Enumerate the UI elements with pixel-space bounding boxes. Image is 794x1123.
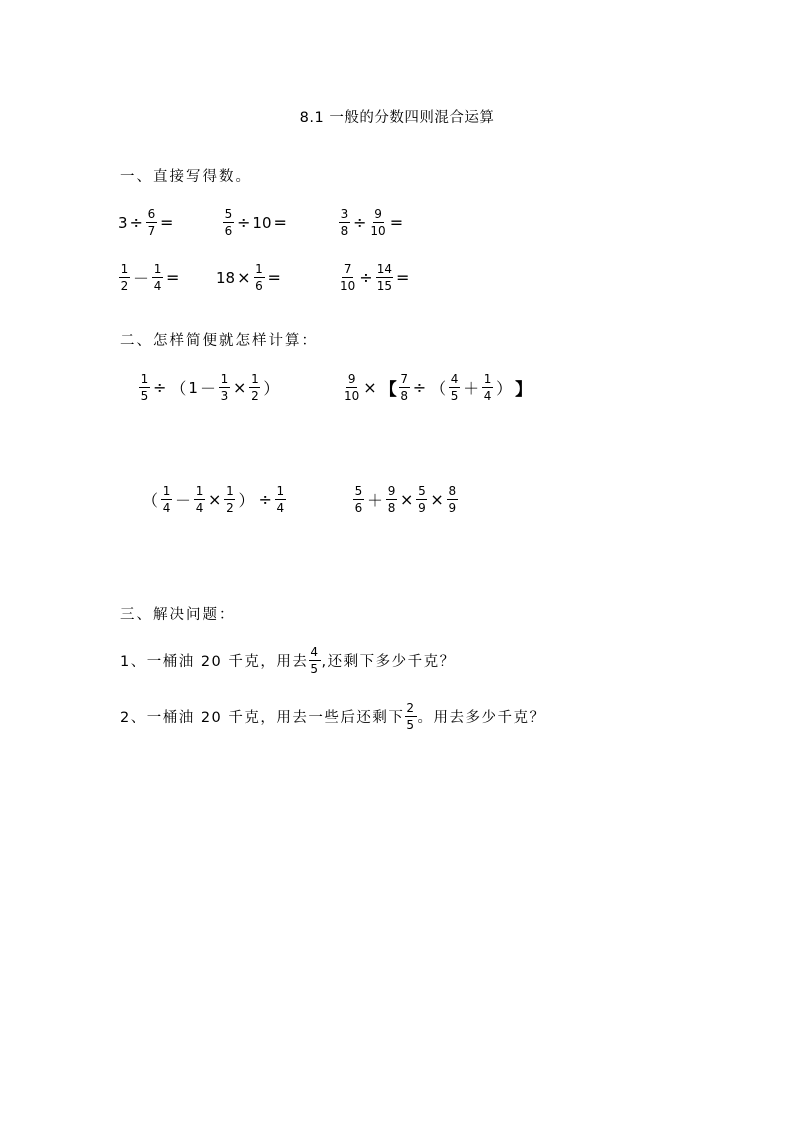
divide-sign: ÷ [359, 268, 373, 287]
fraction: $\frac{7}{8}$ [400, 372, 408, 403]
times-sign: × [363, 378, 377, 397]
divide-sign: ÷ [412, 378, 427, 397]
fraction: $\frac{1}{4}$ [195, 484, 204, 515]
fraction: $\frac{5}{6}$ [354, 484, 363, 515]
times-sign: × [430, 490, 444, 509]
divide-sign: ÷ [237, 213, 251, 232]
minus-sign: － [199, 379, 216, 398]
fraction: $\frac{9}{8}$ [387, 484, 396, 515]
problem-1 [120, 645, 456, 676]
fraction: $\frac{4}{5}$ [310, 645, 320, 676]
times-sign: × [237, 268, 251, 287]
problem-1-text: 1、一桶油 20 千克，用去 [120, 654, 309, 670]
expr-5 [216, 262, 283, 293]
fraction: $\frac{1}{6}$ [255, 262, 263, 293]
equals-sign: = [159, 213, 174, 232]
problem-2-question: 。用去多少千克？ [417, 710, 546, 726]
number: 1 [188, 378, 198, 397]
left-paren: （ [170, 379, 187, 398]
problem-2-text: 2、一桶油 20 千克，用去一些后还剩下 [120, 710, 405, 726]
left-paren: （ [430, 379, 447, 398]
expr-3 [338, 207, 405, 238]
fraction: $\frac{1}{4}$ [483, 372, 492, 403]
fraction: $\frac{7}{10}$ [340, 262, 356, 293]
fraction: $\frac{2}{5}$ [406, 701, 416, 732]
divide-sign: ÷ [153, 378, 167, 397]
number: 18 [216, 268, 236, 287]
equals-sign: = [166, 268, 180, 287]
section-1-heading: 一、直接写得数。 [120, 169, 252, 185]
divide-sign: ÷ [258, 490, 272, 509]
equals-sign: = [273, 213, 287, 232]
minus-sign: － [133, 269, 150, 288]
expr-2 [222, 207, 289, 238]
times-sign: × [400, 490, 414, 509]
fraction: $\frac{1}{4}$ [153, 262, 162, 293]
fraction: $\frac{9}{10}$ [344, 372, 360, 403]
fraction: $\frac{5}{6}$ [224, 207, 233, 238]
equals-sign: = [395, 268, 410, 287]
times-sign: × [208, 490, 222, 509]
number: 3 [118, 213, 128, 232]
fraction: $\frac{8}{9}$ [448, 484, 457, 515]
fraction: $\frac{1}{3}$ [220, 372, 229, 403]
fraction: $\frac{1}{2}$ [120, 262, 129, 293]
expr-1 [118, 207, 175, 238]
right-bracket: 】 [515, 380, 533, 400]
calc-1 [138, 372, 281, 403]
fraction: $\frac{6}{7}$ [147, 207, 156, 238]
expr-4 [118, 262, 181, 293]
fraction: $\frac{1}{2}$ [226, 484, 234, 515]
section-3-heading: 三、解决问题： [120, 607, 236, 623]
minus-sign: － [175, 491, 192, 510]
divide-sign: ÷ [129, 213, 143, 232]
equals-sign: = [267, 268, 281, 287]
fraction: $\frac{14}{15}$ [376, 262, 392, 293]
fraction: $\frac{1}{5}$ [140, 372, 149, 403]
left-paren: （ [142, 491, 159, 510]
plus-sign: ＋ [463, 379, 480, 398]
fraction: $\frac{3}{8}$ [340, 207, 349, 238]
fraction: $\frac{4}{5}$ [450, 372, 459, 403]
right-paren: ） [238, 491, 255, 510]
plus-sign: ＋ [367, 491, 384, 510]
equals-sign: = [389, 213, 404, 232]
calc-3 [140, 484, 287, 515]
divide-sign: ÷ [353, 213, 367, 232]
calc-2 [342, 372, 533, 403]
times-sign: × [232, 378, 247, 397]
right-paren: ） [263, 379, 280, 398]
fraction: $\frac{1}{2}$ [251, 372, 259, 403]
expr-6 [338, 262, 411, 293]
fraction: $\frac{5}{9}$ [418, 484, 426, 515]
section-2-heading: 二、怎样简便就怎样计算： [120, 333, 318, 349]
fraction: $\frac{1}{4}$ [276, 484, 285, 515]
number: 10 [252, 213, 272, 232]
problem-2 [120, 701, 546, 732]
page-title: 8.1 一般的分数四则混合运算 [299, 110, 495, 126]
fraction: $\frac{1}{4}$ [162, 484, 171, 515]
right-paren: ） [496, 379, 513, 398]
left-bracket: 【 [379, 380, 397, 400]
calc-4 [352, 484, 459, 515]
problem-1-question: ,还剩下多少千克？ [321, 654, 456, 670]
fraction: $\frac{9}{10}$ [370, 207, 386, 238]
